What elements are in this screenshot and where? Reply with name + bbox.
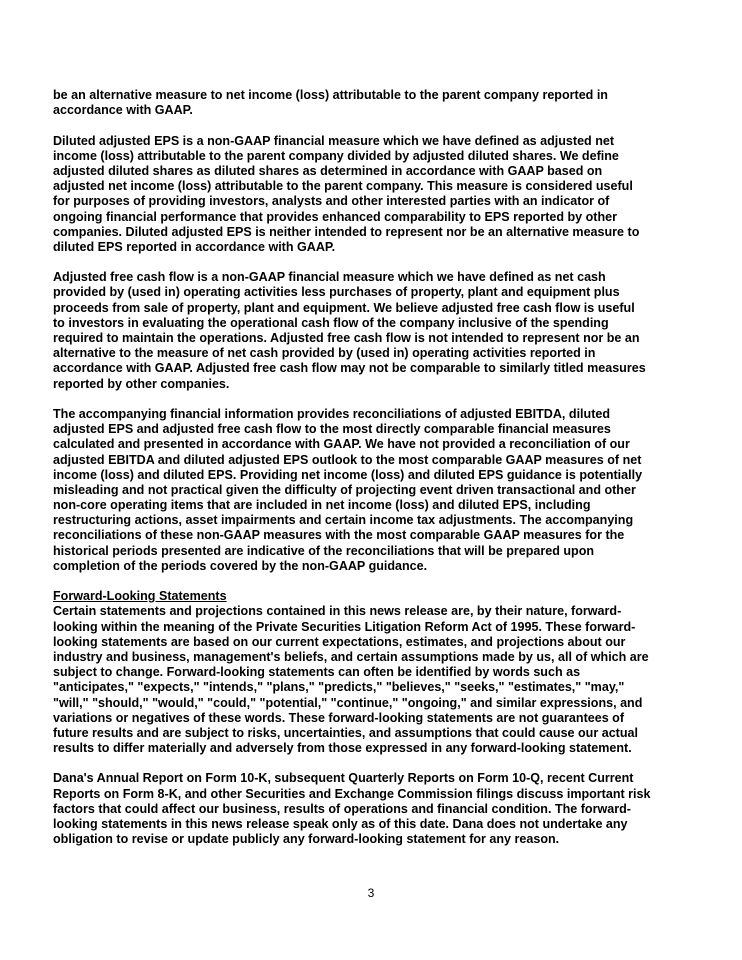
text-line: Adjusted free cash flow is a non-GAAP financial measure which we have defined as net cash bbox=[53, 270, 606, 285]
text-line: Certain statements and projections contained in this news release are, by their nature, forward- bbox=[53, 604, 622, 619]
text-line: adjusted EBITDA and diluted adjusted EPS outlook to the most comparable GAAP measures of net bbox=[53, 452, 642, 467]
text-line: "anticipates," "expects," "intends," "plans," "predicts," "believes," "seeks," "estimates," "may," bbox=[53, 680, 625, 695]
text-line: Diluted adjusted EPS is a non-GAAP financial measure which we have defined as adjusted net bbox=[53, 133, 615, 148]
paragraph-diluted-adjusted-eps bbox=[53, 134, 691, 256]
text-line: variations or negatives of these words. These forward-looking statements are not guarantees of bbox=[53, 710, 625, 725]
text-line: completion of the periods covered by the non-GAAP guidance. bbox=[53, 558, 428, 573]
text-line: subject to change. Forward-looking statements can often be identified by words such as bbox=[53, 665, 581, 680]
paragraph-gap bbox=[53, 574, 691, 589]
paragraph-dana-filings bbox=[53, 771, 691, 847]
text-line: Dana's Annual Report on Form 10-K, subsequent Quarterly Reports on Form 10-Q, recent Current bbox=[53, 771, 634, 786]
document-page bbox=[53, 88, 691, 847]
text-line: be an alternative measure to net income (loss) attributable to the parent company reported in bbox=[53, 88, 608, 102]
text-line: adjusted EPS and adjusted free cash flow to the most directly comparable financial measures bbox=[53, 422, 611, 437]
text-line: historical periods presented are indicative of the reconciliations that will be prepared upon bbox=[53, 543, 595, 558]
paragraph-adjusted-free-cash-flow bbox=[53, 270, 691, 392]
text-line: looking within the meaning of the Private Securities Litigation Reform Act of 1995. These forward- bbox=[53, 619, 636, 634]
text-line: reconciliations of these non-GAAP measures with the most comparable GAAP measures for the bbox=[53, 528, 625, 543]
text-line: reported by other companies. bbox=[53, 376, 230, 391]
text-line: results to differ materially and adversely from those expressed in any forward-looking statement. bbox=[53, 741, 632, 756]
text-line: adjusted diluted shares as diluted shares as determined in accordance with GAAP based on bbox=[53, 163, 603, 178]
text-line: accordance with GAAP. Adjusted free cash flow may not be comparable to similarly titled measures bbox=[53, 361, 646, 376]
text-line: ongoing financial performance that provides enhanced comparability to EPS reported by other bbox=[53, 209, 618, 224]
paragraph-gap bbox=[53, 118, 691, 133]
text-line: misleading and not practical given the difficulty of projecting event driven transactional and other bbox=[53, 482, 636, 497]
text-line: industry and business, management's beliefs, and certain assumptions made by us, all of which are bbox=[53, 649, 649, 664]
text-line: provided by (used in) operating activities less purchases of property, plant and equipment plus bbox=[53, 285, 620, 300]
text-line: looking statements in this news release speak only as of this date. Dana does not undertake any bbox=[53, 817, 628, 831]
paragraph-reconciliations bbox=[53, 407, 691, 574]
text-line: non-core operating items that are included in net income (loss) and diluted EPS, including bbox=[53, 498, 591, 513]
text-line: Reports on Form 8-K, and other Securities and Exchange Commission filings discuss important risk bbox=[53, 786, 651, 801]
text-line: income (loss) and diluted EPS. Providing net income (loss) and diluted EPS guidance is potentially bbox=[53, 467, 643, 482]
paragraph-intro bbox=[53, 88, 691, 118]
text-line: obligation to revise or update publicly any forward-looking statement for any reason. bbox=[53, 832, 560, 847]
text-line: proceeds from sale of property, plant and equipment. We believe adjusted free cash flow is useful bbox=[53, 300, 635, 315]
paragraph-forward-looking bbox=[53, 604, 691, 756]
text-line: to investors in evaluating the operational cash flow of the company inclusive of the spending bbox=[53, 315, 609, 330]
text-line: looking statements are based on our current expectations, estimates, and projections about our bbox=[53, 634, 626, 649]
paragraph-gap bbox=[53, 756, 691, 771]
paragraph-gap bbox=[53, 392, 691, 407]
text-line: calculated and presented in accordance with GAAP. We have not provided a reconciliation of our bbox=[53, 437, 630, 452]
forward-looking-heading: Forward-Looking Statements bbox=[53, 589, 227, 604]
text-line: "will," "should," "would," "could," "potential," "continue," "ongoing," and similar expressions, and bbox=[53, 695, 643, 710]
text-line: required to maintain the operations. Adjusted free cash flow is not intended to represent nor be an bbox=[53, 331, 640, 345]
text-line: The accompanying financial information provides reconciliations of adjusted EBITDA, diluted bbox=[53, 406, 611, 421]
text-line: for purposes of providing investors, analysts and other interested parties with an indicator of bbox=[53, 194, 610, 209]
text-line: adjusted net income (loss) attributable to the parent company. This measure is considered useful bbox=[53, 179, 633, 194]
text-line: future results and are subject to risks, uncertainties, and assumptions that could cause our actual bbox=[53, 725, 638, 740]
text-line: companies. Diluted adjusted EPS is neither intended to represent nor be an alternative measure to bbox=[53, 224, 640, 239]
text-line: accordance with GAAP. bbox=[53, 103, 193, 118]
text-line: restructuring actions, asset impairments and certain income tax adjustments. The accompanying bbox=[53, 513, 634, 528]
text-line: income (loss) attributable to the parent company divided by adjusted diluted shares. We define bbox=[53, 148, 619, 163]
text-line: factors that could affect our business, results of operations and financial condition. The forward- bbox=[53, 801, 631, 816]
paragraph-gap bbox=[53, 255, 691, 270]
text-line: alternative to the measure of net cash provided by (used in) operating activities reported in bbox=[53, 346, 596, 361]
text-line: diluted EPS reported in accordance with GAAP. bbox=[53, 239, 336, 254]
page-number: 3 bbox=[367, 886, 375, 900]
